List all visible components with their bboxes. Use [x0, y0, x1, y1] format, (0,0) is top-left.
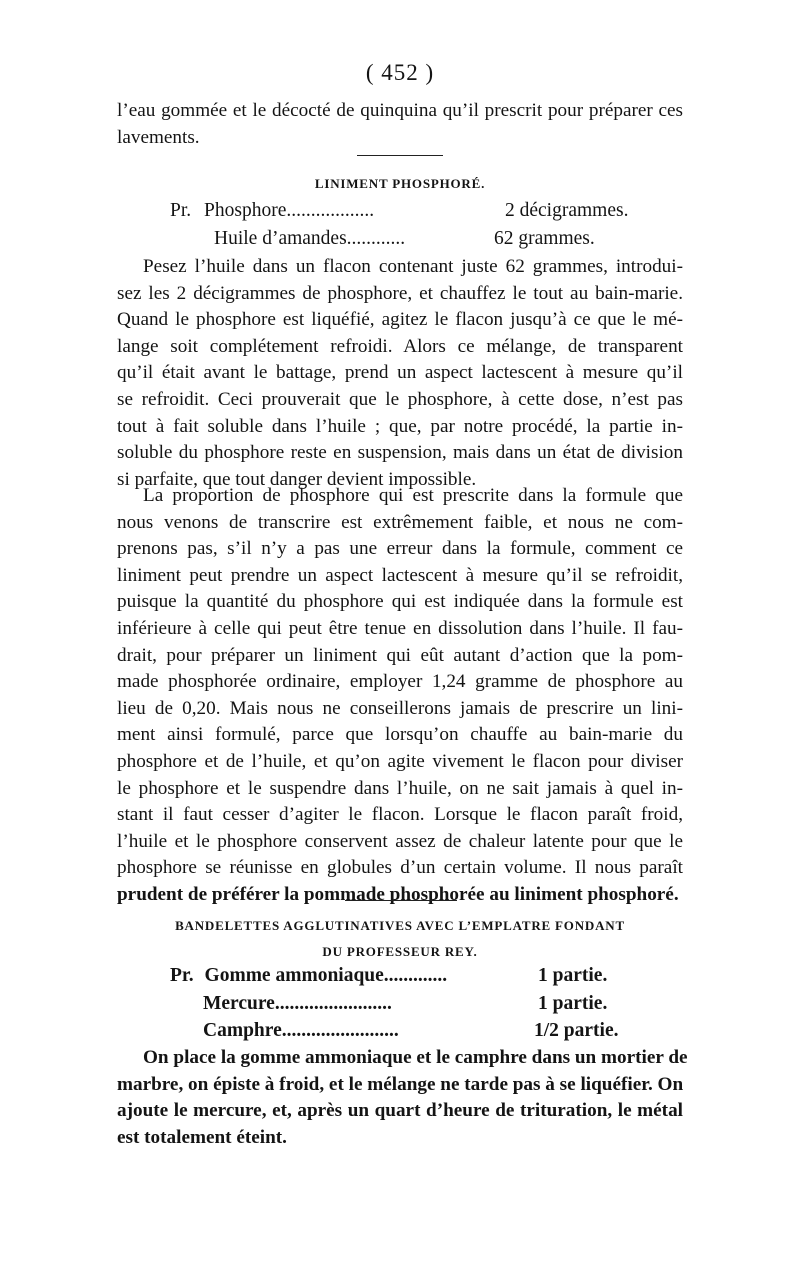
text-line: ajoute le mercure, et, après un quart d’heure de trituration, le métal	[117, 1100, 683, 1122]
paragraph	[117, 483, 683, 909]
recipe-line	[170, 965, 447, 987]
text-line: l’huile et le phosphore conservent assez de chaleur latente pour que le	[117, 830, 683, 852]
text-line: stant il faut cesser d’agiter le flacon. Lorsque le flacon paraît froid,	[117, 804, 683, 826]
text-line: prudent de préférer la pommade phosphorée au liniment phosphoré.	[117, 883, 679, 905]
ingredient-quantity: 1 partie.	[538, 993, 608, 1014]
page-number: ( 452 )	[365, 60, 435, 85]
text-line: l’eau gommée et le décocté de quinquina qu’il prescrit pour préparer ces	[117, 100, 683, 121]
text-line: inférieure à celle qui peut être tenue en dissolution dans l’huile. Il fau-	[117, 617, 683, 639]
recipe-prefix: Pr.	[170, 965, 194, 986]
ingredient-quantity: 2 décigrammes.	[505, 200, 629, 221]
ingredient-quantity: 1/2 partie.	[534, 1020, 619, 1041]
section-divider	[357, 155, 443, 156]
text-line: lange soit complétement refroidi. Alors ce mélange, de transparent	[117, 335, 683, 357]
section-subtitle: DU PROFESSEUR REY.	[322, 944, 478, 959]
ingredient-name: Huile d’amandes............	[214, 228, 406, 249]
text-line: se refroidit. Ceci prouverait que le phosphore, à cette dose, n’est pas	[117, 388, 683, 410]
paragraph	[117, 1045, 688, 1151]
text-line: lavements.	[117, 126, 200, 148]
ingredient-name: Gomme ammoniaque.............	[204, 965, 448, 986]
text-line: le phosphore et le suspendre dans l’huile, on ne sait jamais à quel in-	[117, 777, 683, 799]
text-line: phosphore et de l’huile, et qu’on agite vivement le flacon pour diviser	[117, 750, 683, 772]
recipe-line	[203, 993, 392, 1015]
text-line: est totalement éteint.	[117, 1126, 287, 1148]
text-line: marbre, on épiste à froid, et le mélange ne tarde pas à se liquéfier. On	[117, 1073, 684, 1095]
text-line: Pesez l’huile dans un flacon contenant juste 62 grammes, introdui-	[143, 256, 683, 277]
recipe-line	[170, 200, 374, 222]
ingredient-quantity: 62 grammes.	[494, 228, 595, 249]
text-line: La proportion de phosphore qui est prescrite dans la formule que	[143, 485, 683, 506]
text-line: ment ainsi formulé, parce que lorsqu’on chauffe au bain-marie du	[117, 724, 683, 746]
section-divider	[345, 900, 457, 901]
recipe-line	[214, 228, 405, 250]
text-line: lieu de 0,20. Mais nous ne conseillerons jamais de prescrire un lini-	[117, 697, 683, 719]
ingredient-name: Mercure........................	[203, 993, 392, 1014]
recipe-line	[203, 1020, 399, 1042]
text-line: puisque la quantité du phosphore qui est indiquée dans la formule est	[117, 591, 683, 613]
text-line: liniment peut prendre un aspect lactescent à mesure qu’il se refroidit,	[117, 564, 683, 586]
text-line: nous venons de transcrire est extrêmement faible, et nous ne com-	[117, 511, 683, 533]
ingredient-name: Camphre........................	[203, 1020, 399, 1041]
paragraph	[117, 254, 683, 493]
text-line: drait, pour préparer un liniment qui eût autant d’action que la pom-	[117, 644, 683, 666]
section-title: BANDELETTES AGGLUTINATIVES AVEC L’EMPLATRE FONDANT	[175, 918, 625, 933]
recipe-prefix: Pr.	[170, 200, 192, 221]
text-line: prenons pas, s’il n’y a pas une erreur dans la formule, comment ce	[117, 538, 683, 560]
text-line: Quand le phosphore est liquéfié, agitez le flacon jusqu’à ce que le mé-	[117, 309, 683, 331]
ingredient-quantity: 1 partie.	[538, 965, 608, 986]
text-line: sez les 2 décigrammes de phosphore, et chauffez le tout au bain-marie.	[117, 282, 683, 304]
text-line: made phosphorée ordinaire, employer 1,24 gramme de phosphore au	[117, 671, 683, 693]
text-line: tout à fait soluble dans l’huile ; que, par notre procédé, la partie in-	[117, 415, 683, 437]
section-title: LINIMENT PHOSPHORÉ.	[314, 176, 486, 191]
text-line: soluble du phosphore reste en suspension, mais dans un état de division	[117, 442, 683, 464]
text-line: si parfaite, que tout danger devient impossible.	[117, 468, 477, 490]
text-line: qu’il était avant le battage, prend un aspect lactescent à mesure qu’il	[117, 362, 683, 384]
text-line: phosphore se réunisse en globules d’un certain volume. Il nous paraît	[117, 857, 683, 879]
ingredient-name: Phosphore..................	[204, 200, 375, 221]
intro-text	[117, 98, 683, 151]
text-line: On place la gomme ammoniaque et le camphre dans un mortier de	[143, 1047, 688, 1068]
